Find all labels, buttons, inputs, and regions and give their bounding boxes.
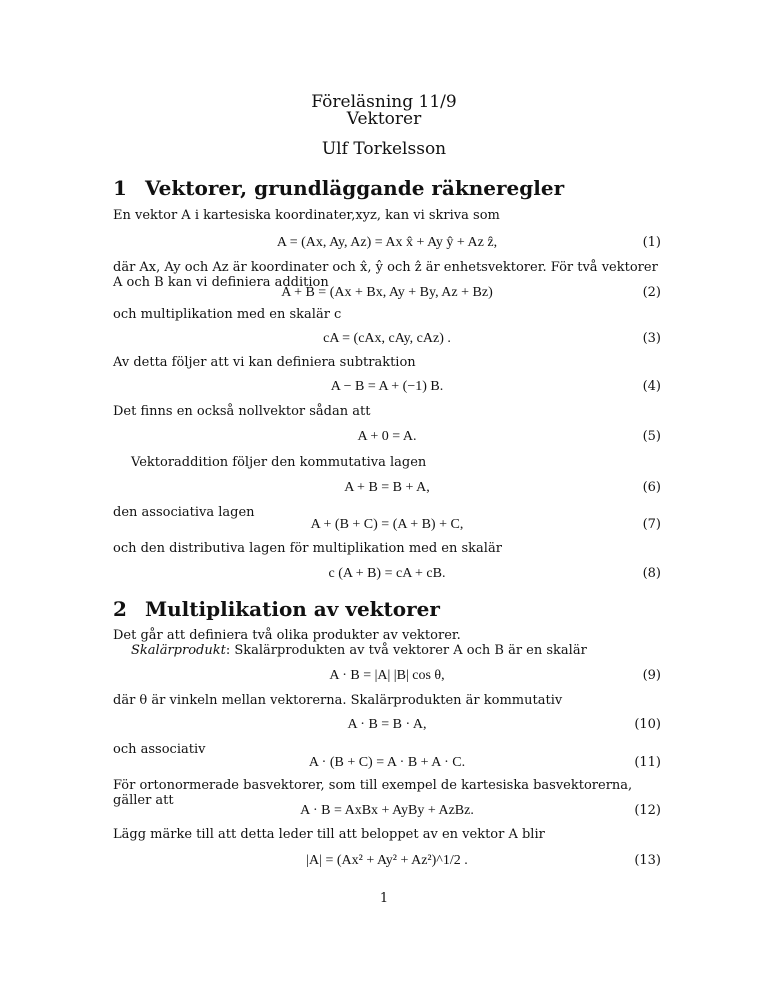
equation-4-label: (4) — [642, 379, 661, 394]
paragraph-2: där Ax, Ay och Az är koordinater och x̂, ŷ och ẑ är enhetsvektorer. För två vektorer A och B kan vi definiera addition — [113, 260, 658, 290]
equation-11 — [113, 755, 661, 771]
paragraph-13: För ortonormerade basvektorer, som till exempel de kartesiska basvektorerna, gäller att — [113, 778, 633, 808]
equation-12 — [113, 803, 661, 819]
section-2-number: 2 — [113, 597, 127, 621]
equation-8-label: (8) — [642, 566, 661, 581]
equation-10 — [113, 717, 661, 733]
equation-1 — [113, 235, 661, 251]
equation-13 — [113, 853, 661, 869]
equation-8 — [113, 566, 661, 582]
equation-9-body: A · B = |A| |B| cos θ, — [329, 668, 445, 683]
paragraph-10 — [113, 643, 661, 658]
equation-10-body: A · B = B · A, — [347, 717, 427, 732]
section-2-title: Multiplikation av vektorer — [145, 597, 440, 621]
equation-2-label: (2) — [642, 285, 661, 300]
paragraph-3: och multiplikation med en skalär c — [113, 307, 342, 322]
paragraph-7: den associativa lagen — [113, 505, 255, 520]
paragraph-11: där θ är vinkeln mellan vektorerna. Skalärprodukten är kommutativ — [113, 693, 563, 708]
equation-6 — [113, 480, 661, 496]
equation-1-body: A = (Ax, Ay, Az) = Ax x̂ + Ay ŷ + Az ẑ, — [276, 235, 498, 250]
equation-4 — [113, 379, 661, 395]
skalarprodukt-term: Skalärprodukt — [131, 643, 226, 658]
equation-13-label: (13) — [634, 853, 661, 868]
title-line-1: Föreläsning 11/9 — [311, 92, 457, 112]
equation-4-body: A − B = A + (−1) B. — [330, 379, 444, 394]
equation-6-body: A + B = B + A, — [344, 480, 430, 495]
equation-1-label: (1) — [642, 235, 661, 250]
page-number: 1 — [379, 891, 389, 906]
section-1-heading — [113, 176, 564, 200]
author: Ulf Torkelsson — [321, 139, 447, 159]
paragraph-5: Det finns en också nollvektor sådan att — [113, 404, 371, 419]
paragraph-8: och den distributiva lagen för multiplikation med en skalär — [113, 541, 502, 556]
equation-12-label: (12) — [634, 803, 661, 818]
paragraph-12: och associativ — [113, 742, 206, 757]
equation-7-body: A + (B + C) = (A + B) + C, — [310, 517, 464, 532]
equation-10-label: (10) — [634, 717, 661, 732]
equation-3 — [113, 331, 661, 347]
equation-13-body: |A| = (Ax² + Ay² + Az²)^1/2 . — [306, 853, 468, 868]
title-line-2: Vektorer — [346, 109, 422, 129]
paragraph-14: Lägg märke till att detta leder till att beloppet av en vektor A blir — [113, 827, 545, 842]
equation-3-body: cA = (cAx, cAy, cAz) . — [323, 331, 451, 346]
equation-12-body: A · B = AxBx + AyBy + AzBz. — [300, 803, 474, 818]
equation-7-label: (7) — [642, 517, 661, 532]
equation-5-body: A + 0 = A. — [357, 429, 417, 444]
equation-5-label: (5) — [642, 429, 661, 444]
equation-2 — [113, 285, 661, 301]
section-1-title: Vektorer, grundläggande räkneregler — [145, 176, 565, 200]
paragraph-6: Vektoraddition följer den kommutativa lagen — [131, 455, 427, 470]
paragraph-9: Det går att definiera två olika produkter av vektorer. — [113, 628, 461, 643]
section-2-heading — [113, 597, 440, 621]
equation-9-label: (9) — [642, 668, 661, 683]
section-1-number: 1 — [113, 176, 127, 200]
equation-11-label: (11) — [634, 755, 661, 770]
equation-3-label: (3) — [642, 331, 661, 346]
equation-2-body: A + B = (Ax + Bx, Ay + By, Az + Bz) — [281, 285, 493, 300]
equation-7 — [113, 517, 661, 533]
equation-11-body: A · (B + C) = A · B + A · C. — [308, 755, 466, 770]
equation-5 — [113, 429, 661, 445]
paragraph-1: En vektor A i kartesiska koordinater,xyz, kan vi skriva som — [113, 208, 500, 223]
equation-6-label: (6) — [642, 480, 661, 495]
paragraph-4: Av detta följer att vi kan definiera subtraktion — [113, 355, 416, 370]
paragraph-10-text: : Skalärprodukten av två vektorer A och B är en skalär — [225, 643, 587, 658]
equation-8-body: c (A + B) = cA + cB. — [328, 566, 446, 581]
equation-9 — [113, 668, 661, 684]
